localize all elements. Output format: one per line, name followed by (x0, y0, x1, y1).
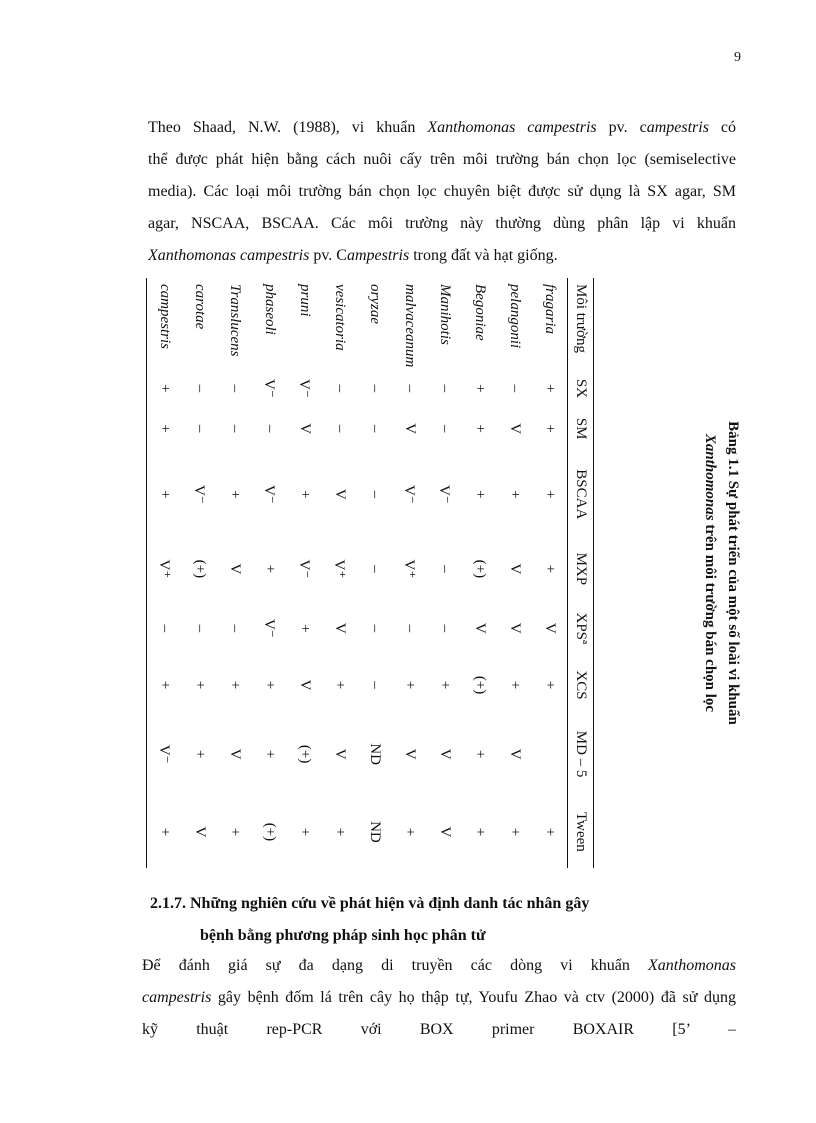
table-row (287, 278, 322, 868)
rotated-table-area (134, 278, 744, 868)
table-cell: + (147, 369, 183, 407)
table-cell: V⁻ (261, 484, 277, 504)
table-cell: + (542, 384, 558, 393)
table-cell: + (192, 749, 208, 759)
table-cell: V (507, 622, 523, 634)
table-row (182, 278, 217, 868)
second-paragraph (108, 950, 736, 1046)
table-header-cell: XCS (568, 658, 594, 713)
species-name: Translucens (227, 284, 243, 357)
table-cell: – (437, 384, 453, 393)
table-cell: – (332, 424, 348, 433)
table-cell: + (147, 450, 183, 539)
table-cell: + (297, 624, 313, 633)
species-name: malvaceanum (402, 284, 418, 368)
para2-line2: campestris gây bệnh đốm lá trên cây họ thập tự, Youfu Zhao và ctv (2000) đã sử dụng (142, 989, 736, 1006)
table-cell: V (297, 423, 313, 435)
table-cell: + (507, 827, 523, 837)
table-cell: + (402, 827, 418, 837)
para1-line1: Theo Shaad, N.W. (1988), vi khuẩn Xanthomonas campestris pv. campestris có (148, 119, 737, 136)
species-name: campestris (147, 278, 183, 369)
table-cell: + (402, 680, 418, 690)
para1-line2: thể được phát hiện bằng cách nuôi cấy trên môi trường bán chọn lọc (semiselective (148, 151, 736, 168)
table-cell: V⁺ (147, 539, 183, 599)
table-cell: + (542, 490, 558, 499)
species-name: fragaria (542, 284, 558, 335)
table-cell: + (147, 408, 183, 450)
table-body (147, 278, 568, 868)
table-cell: + (332, 827, 348, 837)
table-cell: – (437, 565, 453, 573)
table-cell: V (332, 622, 348, 634)
table-cell: – (332, 384, 348, 393)
table-cell: V⁻ (147, 712, 183, 795)
table-cell: – (367, 490, 383, 499)
table-cell: + (192, 680, 208, 690)
table-row (322, 278, 357, 868)
table-cell: (+) (262, 822, 278, 842)
table-cell: V (227, 563, 243, 575)
table-cell: + (542, 564, 558, 574)
table-row (217, 278, 252, 868)
table-cell: (+) (472, 675, 488, 695)
table-cell: V⁻ (296, 559, 312, 579)
table-cell: – (367, 565, 383, 573)
table-header-cell: SX (568, 369, 594, 407)
table-cell: – (262, 424, 278, 433)
table-cell: V (437, 748, 453, 760)
table-cell (532, 712, 568, 795)
table-cell: + (147, 658, 183, 713)
table-row (357, 278, 392, 868)
table-cell: ND (367, 743, 383, 765)
table-row (532, 278, 568, 868)
table-cell: – (367, 424, 383, 433)
table-row (497, 278, 532, 868)
caption-line1: Bảng 1.1 Sự phát triển của một số loài vi khuẩn (725, 421, 741, 725)
table-cell: V⁻ (261, 379, 277, 398)
table-cell: + (542, 424, 558, 433)
table-cell: V (227, 748, 243, 760)
table-header-cell: SM (568, 408, 594, 450)
table-cell: + (297, 827, 313, 837)
table-cell: ND (367, 821, 383, 843)
table-cell: + (507, 680, 523, 690)
species-name: Begoniae (472, 284, 488, 341)
table-cell: + (297, 490, 313, 499)
table-row (427, 278, 462, 868)
table-cell: V (332, 748, 348, 760)
table-cell: + (437, 680, 453, 690)
table-cell: + (472, 424, 488, 433)
para2-line1: Để đánh giá sự đa dạng di truyền các dòng vi khuẩn Xanthomonas (142, 957, 736, 974)
table-header-row (568, 278, 594, 868)
table-header-cell: XPSª (568, 599, 594, 658)
table-cell: – (227, 424, 243, 433)
section-heading (150, 888, 710, 952)
intro-paragraph (108, 112, 736, 272)
table-cell: – (367, 624, 383, 633)
table-header-cell: Môi trường (568, 278, 594, 369)
table-cell: + (507, 490, 523, 499)
table-cell: – (402, 624, 418, 633)
table-cell: V (542, 622, 558, 634)
heading-line1: 2.1.7. Những nghiên cứu về phát hiện và định danh tác nhân gây (150, 895, 590, 912)
species-name: oryzae (367, 284, 383, 324)
table-header-cell: MXP (568, 539, 594, 599)
table-cell: V⁻ (296, 379, 312, 398)
table-cell: + (262, 749, 278, 759)
table-cell: V⁻ (191, 484, 207, 504)
table-cell: – (147, 599, 183, 658)
table-cell: + (227, 680, 243, 690)
table-cell: + (472, 749, 488, 759)
table-cell: (+) (192, 559, 208, 579)
table-cell: V (507, 423, 523, 435)
table-header-cell: MD – 5 (568, 712, 594, 795)
table-cell: + (472, 384, 488, 393)
table-cell: – (367, 384, 383, 393)
table-cell: V (507, 748, 523, 760)
table-caption (698, 278, 744, 868)
species-name: pelangonii (507, 284, 523, 349)
table-cell: – (192, 624, 208, 633)
table-cell: V⁻ (436, 484, 452, 504)
para1-line3: media). Các loại môi trường bán chọn lọc chuyên biệt được sử dụng là SX agar, SM (148, 183, 736, 200)
heading-line2: bệnh bằng phương pháp sinh học phân tử (200, 927, 486, 944)
table-cell: V (507, 563, 523, 575)
table-cell: V⁺ (401, 559, 417, 579)
species-name: vesicatoria (332, 284, 348, 351)
table-cell: – (192, 424, 208, 433)
data-table (146, 278, 594, 868)
table-cell: – (437, 424, 453, 433)
table-cell: V (332, 488, 348, 500)
table-cell: V (402, 423, 418, 435)
table-cell: V (297, 679, 313, 691)
para2-line3: kỹ thuật rep-PCR với BOX primer BOXAIR [5’ – (142, 1021, 736, 1038)
table-cell: – (367, 681, 383, 689)
table-cell: + (227, 490, 243, 499)
table-cell: + (542, 827, 558, 837)
table-cell: V (192, 826, 208, 838)
table-row (147, 278, 183, 868)
table-row (252, 278, 287, 868)
table-cell: V⁻ (261, 618, 277, 638)
table-header-cell: BSCAA (568, 450, 594, 539)
table-cell: + (262, 564, 278, 574)
page-number: 9 (734, 50, 741, 65)
species-name: phaseoli (262, 284, 278, 335)
table-cell: + (147, 796, 183, 868)
table-cell: (+) (472, 559, 488, 579)
table-cell: + (472, 827, 488, 837)
table-cell: + (262, 680, 278, 690)
para1-line5: Xanthomonas campestris pv. Campestris trong đất và hạt giống. (148, 247, 558, 264)
species-name: pruni (297, 284, 313, 317)
table-row (392, 278, 427, 868)
table-row (462, 278, 497, 868)
table-cell: – (227, 624, 243, 633)
table-cell: + (472, 490, 488, 499)
table-cell: V⁺ (331, 559, 347, 579)
para1-line4: agar, NSCAA, BSCAA. Các môi trường này thường dùng phân lập vi khuẩn (148, 215, 736, 232)
table-cell: + (542, 680, 558, 690)
table-cell: (+) (297, 744, 313, 764)
species-name: Manihotis (437, 284, 453, 345)
table-cell: V (437, 826, 453, 838)
table-cell: – (507, 384, 523, 393)
species-name: carotae (192, 284, 208, 330)
table-cell: – (192, 384, 208, 393)
table-cell: – (227, 384, 243, 393)
table-cell: + (332, 680, 348, 690)
table-cell: V (402, 748, 418, 760)
table-cell: V (472, 622, 488, 634)
table-cell: – (437, 624, 453, 633)
table-cell: + (227, 827, 243, 837)
rotated-table (134, 278, 744, 868)
table-cell: V⁻ (401, 484, 417, 504)
table-cell: – (402, 384, 418, 393)
caption-line2: Xanthomonas trên môi trường bán chọn lọc (702, 433, 718, 713)
table-header-cell: Tween (568, 796, 594, 868)
